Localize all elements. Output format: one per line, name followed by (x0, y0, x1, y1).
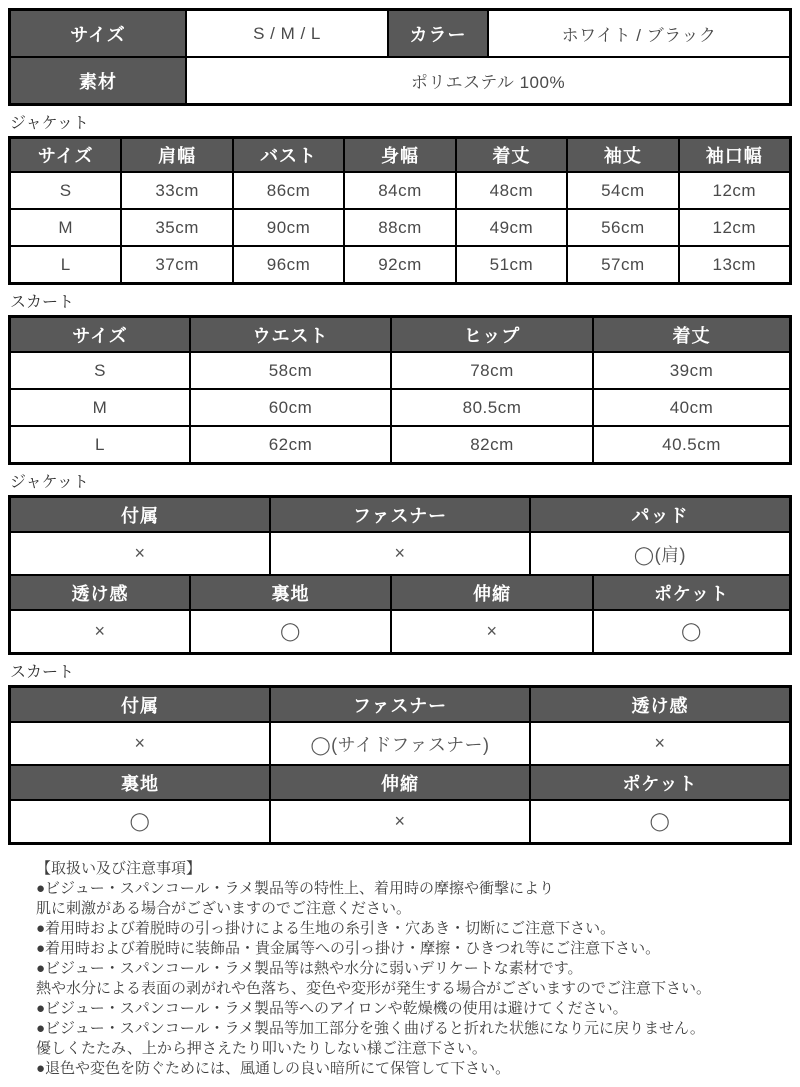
column-header: ウエスト (190, 317, 391, 352)
material-label-cell: 素材 (10, 57, 186, 104)
table-cell: L (10, 246, 121, 283)
spec-header: ポケット (593, 575, 790, 610)
spec-value: × (391, 610, 593, 653)
spec-value: ◯ (530, 800, 790, 843)
care-note-line: ●ビジュー・スパンコール・ラメ製品等は熱や水分に弱いデリケートな素材です。 (36, 960, 583, 977)
care-note-line: ●着用時および着脱時の引っ掛けによる生地の糸引き・穴あき・切断にご注意下さい。 (36, 920, 616, 937)
spec-header: 付属 (10, 497, 270, 532)
table-cell: 54cm (567, 172, 678, 209)
product-info-table (8, 8, 792, 106)
column-header: サイズ (10, 138, 121, 172)
table-cell: 39cm (593, 352, 790, 389)
size-value-cell: S / M / L (186, 10, 388, 57)
material-value-cell: ポリエステル 100% (186, 57, 790, 104)
table-cell: 13cm (679, 246, 790, 283)
spec-header: 透け感 (530, 687, 790, 722)
jacket-spec-section-label: ジャケット (10, 474, 89, 491)
table-cell: 56cm (567, 209, 678, 246)
table-cell: S (10, 172, 121, 209)
spec-value: × (270, 532, 530, 575)
spec-header: パッド (530, 497, 790, 532)
table-cell: 96cm (233, 246, 344, 283)
spec-header: 付属 (10, 687, 270, 722)
care-note-line: 肌に刺激がある場合がございますのでご注意ください。 (36, 900, 412, 917)
jacket-size-section-label: ジャケット (10, 115, 89, 132)
spec-value: × (10, 722, 270, 765)
column-header: 着丈 (593, 317, 790, 352)
color-value-cell: ホワイト / ブラック (488, 10, 790, 57)
skirt-spec-table (8, 685, 792, 845)
table-cell: M (10, 389, 190, 426)
spec-header: ファスナー (270, 687, 530, 722)
care-notes-title: 【取扱い及び注意事項】 (36, 860, 202, 877)
table-cell: 12cm (679, 209, 790, 246)
table-cell: 51cm (456, 246, 567, 283)
table-cell: S (10, 352, 190, 389)
table-cell: 40.5cm (593, 426, 790, 463)
care-note-line: ●退色や変色を防ぐためには、風通しの良い暗所にて保管して下さい。 (36, 1060, 511, 1077)
spec-value: × (10, 532, 270, 575)
column-header: サイズ (10, 317, 190, 352)
table-cell: 90cm (233, 209, 344, 246)
spec-value: ◯ (10, 800, 270, 843)
table-cell: 82cm (391, 426, 593, 463)
column-header: 身幅 (344, 138, 455, 172)
spec-value: ◯ (593, 610, 790, 653)
spec-header: 伸縮 (391, 575, 593, 610)
table-cell: 49cm (456, 209, 567, 246)
care-note-line: 熱や水分による表面の剥がれや色落ち、変色や変形が発生する場合がございますのでご注意下さい。 (36, 980, 712, 997)
column-header: 袖口幅 (679, 138, 790, 172)
jacket-spec-table (8, 495, 792, 655)
skirt-size-section-label: スカート (10, 294, 75, 311)
spec-value: × (530, 722, 790, 765)
table-cell: 12cm (679, 172, 790, 209)
column-header: 肩幅 (121, 138, 232, 172)
table-cell: 78cm (391, 352, 593, 389)
column-header: 袖丈 (567, 138, 678, 172)
table-cell: 80.5cm (391, 389, 593, 426)
spec-header: 裏地 (190, 575, 391, 610)
care-note-line: ●ビジュー・スパンコール・ラメ製品等へのアイロンや乾燥機の使用は避けてください。 (36, 1000, 628, 1017)
color-label-cell: カラー (388, 10, 488, 57)
table-cell: 58cm (190, 352, 391, 389)
spec-value: × (270, 800, 530, 843)
spec-value: × (10, 610, 190, 653)
table-cell: 86cm (233, 172, 344, 209)
skirt-spec-section-label: スカート (10, 664, 75, 681)
table-cell: 33cm (121, 172, 232, 209)
spec-header: 裏地 (10, 765, 270, 800)
table-cell: 37cm (121, 246, 232, 283)
size-label-cell: サイズ (10, 10, 186, 57)
spec-header: ファスナー (270, 497, 530, 532)
table-cell: 48cm (456, 172, 567, 209)
table-cell: M (10, 209, 121, 246)
column-header: 着丈 (456, 138, 567, 172)
spec-value: ◯(サイドファスナー) (270, 722, 530, 765)
care-note-line: ●ビジュー・スパンコール・ラメ製品等加工部分を強く曲げると折れた状態になり元に戻りません。 (36, 1020, 705, 1037)
spec-header: ポケット (530, 765, 790, 800)
table-cell: 40cm (593, 389, 790, 426)
care-note-line: ●着用時および着脱時に装飾品・貴金属等への引っ掛け・摩擦・ひきつれ等にご注意下さい。 (36, 940, 661, 957)
spec-header: 伸縮 (270, 765, 530, 800)
jacket-size-table (8, 136, 792, 285)
table-cell: 62cm (190, 426, 391, 463)
table-cell: 88cm (344, 209, 455, 246)
table-cell: 60cm (190, 389, 391, 426)
care-notes (36, 859, 792, 1079)
care-note-line: 優しくたたみ、上から押さえたり叩いたりしない様ご注意下さい。 (36, 1040, 487, 1057)
column-header: ヒップ (391, 317, 593, 352)
spec-header: 透け感 (10, 575, 190, 610)
table-cell: 57cm (567, 246, 678, 283)
table-cell: L (10, 426, 190, 463)
column-header: バスト (233, 138, 344, 172)
table-cell: 35cm (121, 209, 232, 246)
table-cell: 84cm (344, 172, 455, 209)
skirt-size-table (8, 315, 792, 465)
care-note-line: ●ビジュー・スパンコール・ラメ製品等の特性上、着用時の摩擦や衝撃により (36, 880, 555, 897)
spec-value: ◯(肩) (530, 532, 790, 575)
spec-value: ◯ (190, 610, 391, 653)
table-cell: 92cm (344, 246, 455, 283)
